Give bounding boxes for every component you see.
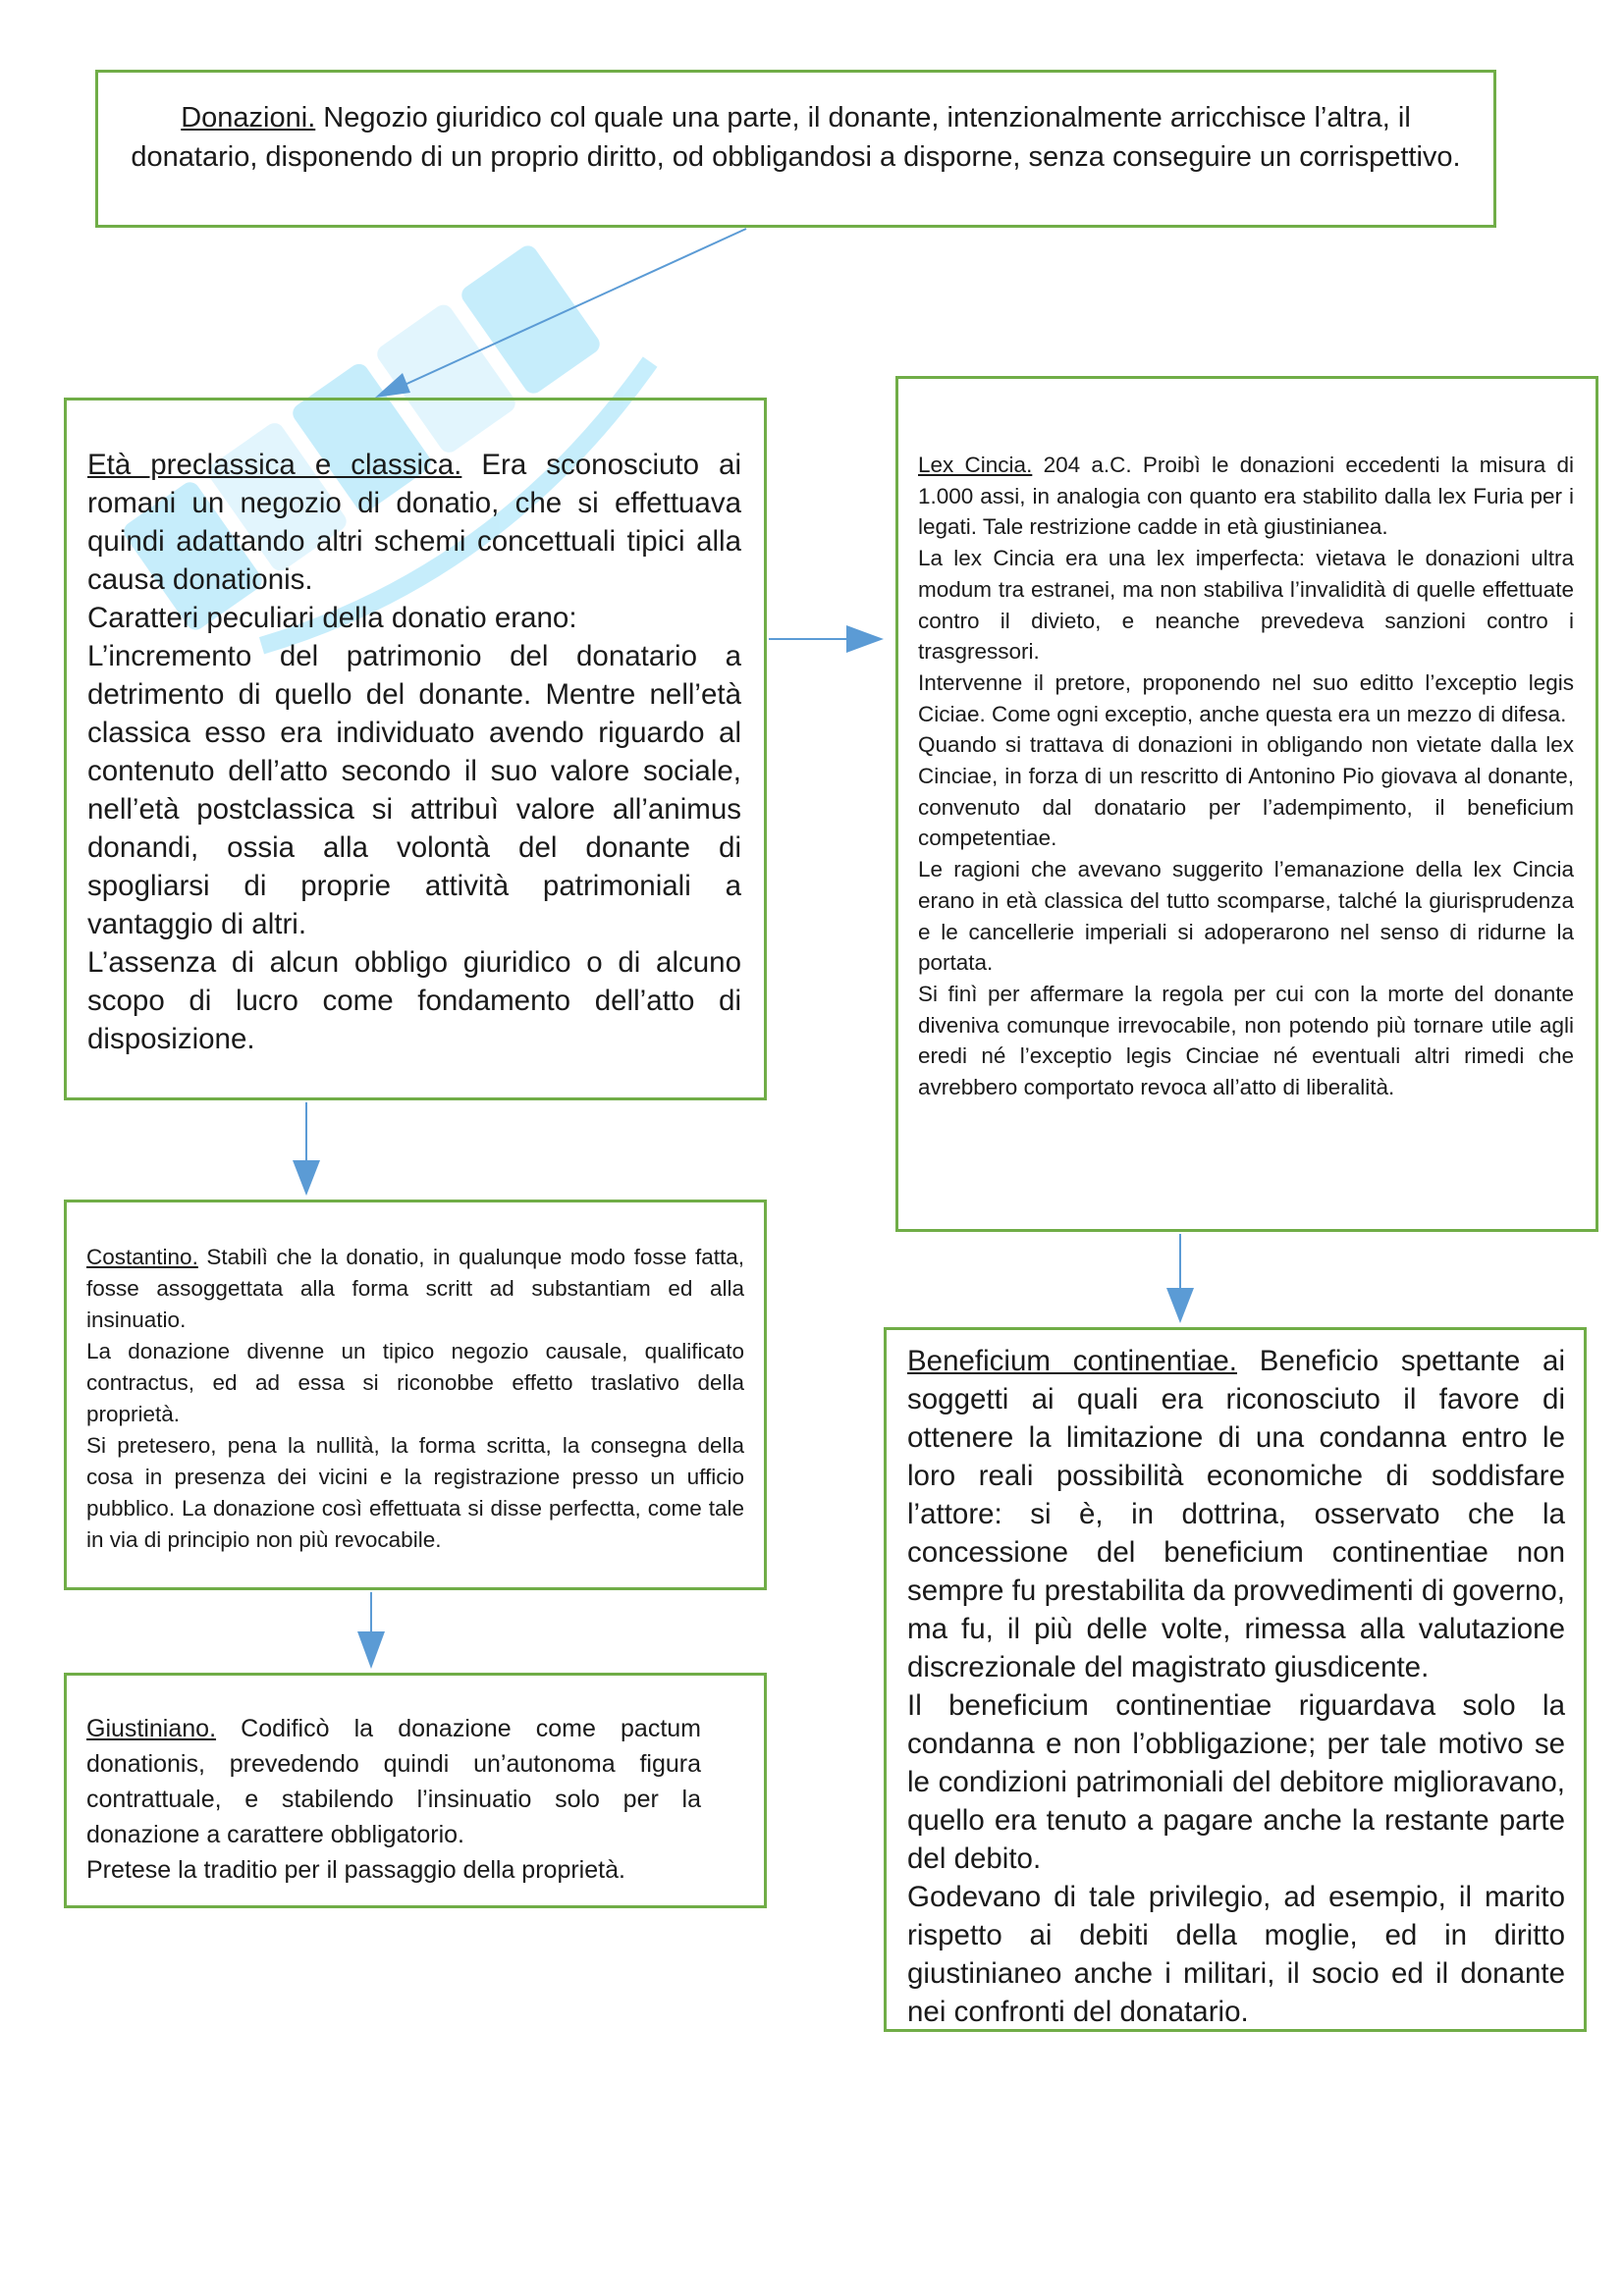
beneficium-title: Beneficium continentiae.: [907, 1345, 1237, 1377]
beneficium-text: [907, 1342, 1565, 2031]
giustiniano-text: [86, 1711, 701, 1888]
lex-cincia-paragraph: Quando si trattava di donazioni in obligando non vietate dalla lex Cinciae, in forza di un rescritto di Antonino Pio giovava al donante, convenuto dal donatario per l’adempimento, il beneficium competentiae.: [918, 732, 1574, 851]
giustiniano-paragraph: Codificò la donazione come pactum donationis, prevedendo quindi un’autonoma figura contrattuale, e stabilendo l’insinuatio solo per la donazione a carattere obbligatorio.: [86, 1715, 701, 1848]
costantino-paragraph: La donazione divenne un tipico negozio causale, qualificato contractus, ed ad essa si riconobbe effetto traslativo della proprietà.: [86, 1339, 744, 1426]
classica-text: [87, 446, 741, 1058]
watermark-shape: [458, 241, 603, 397]
definition-body: Negozio giuridico col quale una parte, il donante, intenzionalmente arricchisce l’altra, il donatario, disponendo di un proprio diritto, od obbligandosi a disporne, senza conseguire un corrispettivo.: [131, 102, 1461, 173]
giustiniano-title: Giustiniano.: [86, 1715, 217, 1742]
lex-cincia-paragraph: Si finì per affermare la regola per cui con la morte del donante diveniva comunque irrevocabile, non potendo più tornare utile agli eredi né l’exceptio legis Cinciae né eventuali altri rimedi che avrebbero comportato revoca all’atto di liberalità.: [918, 981, 1574, 1100]
classica-paragraph: Caratteri peculiari della donatio erano:: [87, 602, 577, 634]
costantino-title: Costantino.: [86, 1245, 198, 1269]
costantino-paragraph: Si pretesero, pena la nullità, la forma scritta, la consegna della cosa in presenza dei vicini e la registrazione presso un ufficio pubblico. La donazione così effettuata si disse perfectta, come tale in via di principio non più revocabile.: [86, 1433, 744, 1552]
beneficium-paragraph: Godevano di tale privilegio, ad esempio, il marito rispetto ai debiti della moglie, ed in diritto giustinianeo anche i militari, il socio ed il donante nei confronti del donatario.: [907, 1881, 1565, 2028]
lex-cincia-paragraph: La lex Cincia era una lex imperfecta: vietava le donazioni ultra modum tra estranei, ma non stabiliva l’invalidità di quelle effettuate contro il divieto, e neanche prevedeva sanzioni contro i trasgressori.: [918, 546, 1574, 665]
beneficium-box: [884, 1327, 1587, 2032]
arrow-def-to-classica: [381, 229, 746, 396]
beneficium-paragraph: Il beneficium continentiae riguardava solo la condanna e non l’obbligazione; per tale motivo se le condizioni patrimoniali del debitore miglioravano, quello era tenuto a pagare anche la restante parte del debito.: [907, 1689, 1565, 1875]
lex-cincia-paragraph: Intervenne il pretore, proponendo nel suo editto l’exceptio legis Ciciae. Come ogni exceptio, anche questa era un mezzo di difesa.: [918, 669, 1574, 726]
definition-box: [95, 70, 1496, 228]
giustiniano-paragraph: Pretese la traditio per il passaggio della proprietà.: [86, 1856, 625, 1884]
costantino-text: [86, 1242, 744, 1556]
costantino-paragraph: Stabilì che la donatio, in qualunque modo fosse fatta, fosse assoggettata alla forma scritt ad substantiam ed alla insinuatio.: [86, 1245, 744, 1332]
classica-paragraph: L’incremento del patrimonio del donatario a detrimento di quello del donante. Mentre nell’età classica esso era individuato avendo riguardo al contenuto dell’atto secondo il suo valore sociale, nell’età postclassica si attribuì valore all’animus donandi, ossia alla volontà del donante di spogliarsi di proprie attività patrimoniali a vantaggio di altri.: [87, 640, 741, 940]
lex-cincia-title: Lex Cincia.: [918, 453, 1033, 477]
classica-paragraph: L’assenza di alcun obbligo giuridico o di alcuno scopo di lucro come fondamento dell’atto di disposizione.: [87, 946, 741, 1055]
costantino-box: [64, 1200, 767, 1590]
arrowhead-def-to-classica: [375, 373, 410, 398]
definition-text: [118, 98, 1474, 177]
arrowhead-cincia-to-beneficium: [1166, 1288, 1194, 1323]
lex-cincia-box: [895, 376, 1598, 1232]
beneficium-paragraph: Beneficio spettante ai soggetti ai quali era riconosciuto il favore di ottenere la limitazione di una condanna entro le loro reali possibilità economiche di soddisfare l’attore: si è, in dottrina, osservato che la concessione del beneficium continentiae non sempre fu prestabilita da provvedimenti di governo, ma fu, il più delle volte, rimessa alla valutazione discrezionale del magistrato giusdicente.: [907, 1345, 1565, 1683]
arrowhead-classica-to-cincia: [846, 625, 884, 653]
giustiniano-box: [64, 1673, 767, 1908]
classica-box: [64, 398, 767, 1100]
lex-cincia-paragraph: Le ragioni che avevano suggerito l’emanazione della lex Cincia erano in età classica del tutto scomparse, talché la giurisprudenza e le cancellerie imperiali si adoperarono nel senso di ridurne la portata.: [918, 857, 1574, 976]
classica-title: Età preclassica e classica.: [87, 449, 462, 481]
arrowhead-classica-to-costantino: [293, 1160, 320, 1196]
arrowhead-costantino-to-giustiniano: [357, 1631, 385, 1669]
definition-title: Donazioni.: [181, 102, 316, 133]
classica-paragraph: Era sconosciuto ai romani un negozio di donatio, che si effettuava quindi adattando altri schemi concettuali tipici alla causa donationis.: [87, 449, 741, 596]
lex-cincia-paragraph: 204 a.C. Proibì le donazioni eccedenti la misura di 1.000 assi, in analogia con quanto era stabilito dalla lex Furia per i legati. Tale restrizione cadde in età giustinianea.: [918, 453, 1574, 540]
lex-cincia-text: [918, 450, 1574, 1103]
